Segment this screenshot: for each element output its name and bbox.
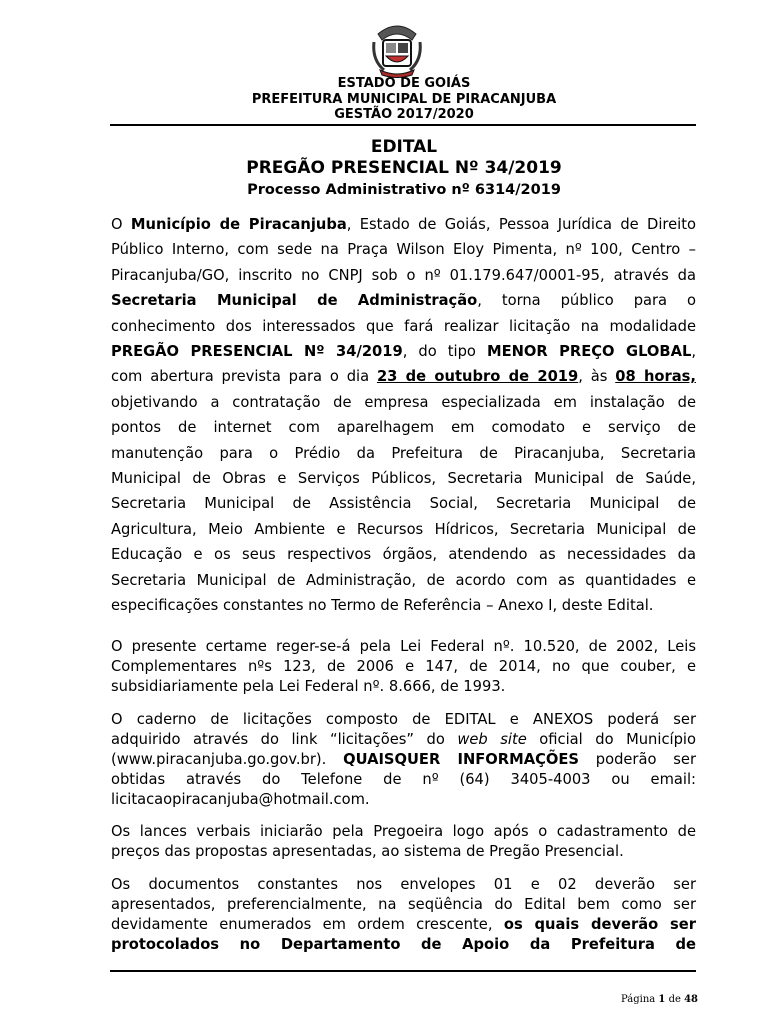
paragraph-line: O caderno de licitações composto de EDITAL e ANEXOS poderá ser [111,711,696,728]
paragraph-line: Secretaria Municipal de Administração, de acordo com as quantidades e [111,571,696,589]
text-run: oficial do Município [526,731,696,748]
paragraph-line: Piracanjuba/GO, inscrito no CNPJ sob o nº 01.179.647/0001-95, através da [111,266,696,284]
text-run: , torna público para o [477,292,696,310]
doc-type-title: EDITAL [370,137,438,157]
intro-paragraph [111,212,696,619]
paragraph-line: apresentados, preferencialmente, na seqüência do Edital bem como ser [111,896,696,913]
paragraph-line: Agricultura, Meio Ambiente e Recursos Hídricos, Secretaria Municipal de [111,520,696,538]
paragraph-line: conhecimento dos interessados que fará realizar licitação na modalidade [111,317,696,335]
paragraph-line: preços das propostas apresentadas, ao sistema de Pregão Presencial. [111,843,624,860]
paragraph-line: manutenção para o Prédio da Prefeitura de Piracanjuba, Secretaria [111,444,696,462]
text-run: O [111,216,131,233]
paragraph-line: pontos de internet com aparelhagem em comodato e serviço de [111,419,696,437]
paragraph-line: Os documentos constantes nos envelopes 01 e 02 deverão ser [111,876,696,893]
pregao-ref: PREGÃO PRESENCIAL Nº 34/2019 [111,343,403,361]
lances-paragraph [111,822,696,862]
paragraph-line: Educação e os seus respectivos órgãos, atendendo as necessidades da [111,546,696,564]
bold-clause: protocolados no Departamento de Apoio da Prefeitura de [111,936,696,953]
legal-basis-paragraph [111,637,696,697]
documents-paragraph [111,875,696,955]
text-run: , às [578,368,616,386]
text-run: adquirido através do link “licitações” do [111,731,458,748]
header-divider [110,124,696,126]
paragraph-line: obtidas através do Telefone de nº (64) 3405-4003 ou email: [111,771,696,788]
paragraph-line: objetivando a contratação de empresa especializada em instalação de [111,393,696,411]
total-pages: 48 [684,994,698,1005]
header-state: ESTADO DE GOIÁS [337,76,471,91]
page-label: Página [621,994,659,1005]
opening-time: 08 horas, [615,368,696,386]
paragraph-line: Municipal de Obras e Serviços Públicos, Secretaria Municipal de Saúde, [111,470,696,488]
municipality-name: Município de Piracanjuba [130,216,347,233]
processo-subtitle: Processo Administrativo nº 6314/2019 [247,182,561,198]
text-run: , do tipo [402,343,487,361]
paragraph-line: Os lances verbais iniciarão pela Pregoeira logo após o cadastramento de [111,823,696,840]
paragraph-line: O presente certame reger-se-á pela Lei Federal nº. 10.520, de 2002, Leis [111,638,696,655]
secretaria-name: Secretaria Municipal de Administração [111,292,478,310]
footer-divider [110,970,696,972]
current-page: 1 [658,994,666,1005]
header-term: GESTÃO 2017/2020 [334,107,474,122]
info-heading: QUAISQUER INFORMAÇÕES [343,751,579,768]
paragraph-line: subsidiariamente pela Lei Federal nº. 8.666, de 1993. [111,678,506,695]
pregao-title: PREGÃO PRESENCIAL Nº 34/2019 [246,158,562,178]
coat-of-arms-icon [370,20,424,78]
tipo-licitacao: MENOR PREÇO GLOBAL [486,343,692,361]
text-run: poderão ser [578,751,696,768]
page-number [621,994,698,1005]
page-of: de [665,994,685,1005]
text-run: , Estado de Goiás, Pessoa Jurídica de Direito [346,216,696,233]
paragraph-line: Público Interno, com sede na Praça Wilson Eloy Pimenta, nº 100, Centro – [111,241,696,259]
text-run: com abertura prevista para o dia [111,368,377,386]
text-run: devidamente enumerados em ordem crescente, [111,916,504,933]
edital-access-paragraph [111,710,696,810]
contact-email: licitacaopiracanjuba@hotmail.com. [111,791,370,808]
text-run: , [691,343,696,361]
website-url: (www.piracanjuba.go.gov.br). [111,751,344,768]
header-municipality: PREFEITURA MUNICIPAL DE PIRACANJUBA [251,92,557,107]
opening-date: 23 de outubro de 2019 [376,368,579,386]
paragraph-line: Secretaria Municipal de Assistência Social, Secretaria Municipal de [111,495,696,513]
web-site-term: web site [457,731,527,748]
bold-clause: os quais deverão ser [503,916,696,933]
paragraph-line: especificações constantes no Termo de Referência – Anexo I, deste Edital. [111,597,654,615]
paragraph-line: Complementares nºs 123, de 2006 e 147, de 2014, no que couber, e [111,658,696,675]
